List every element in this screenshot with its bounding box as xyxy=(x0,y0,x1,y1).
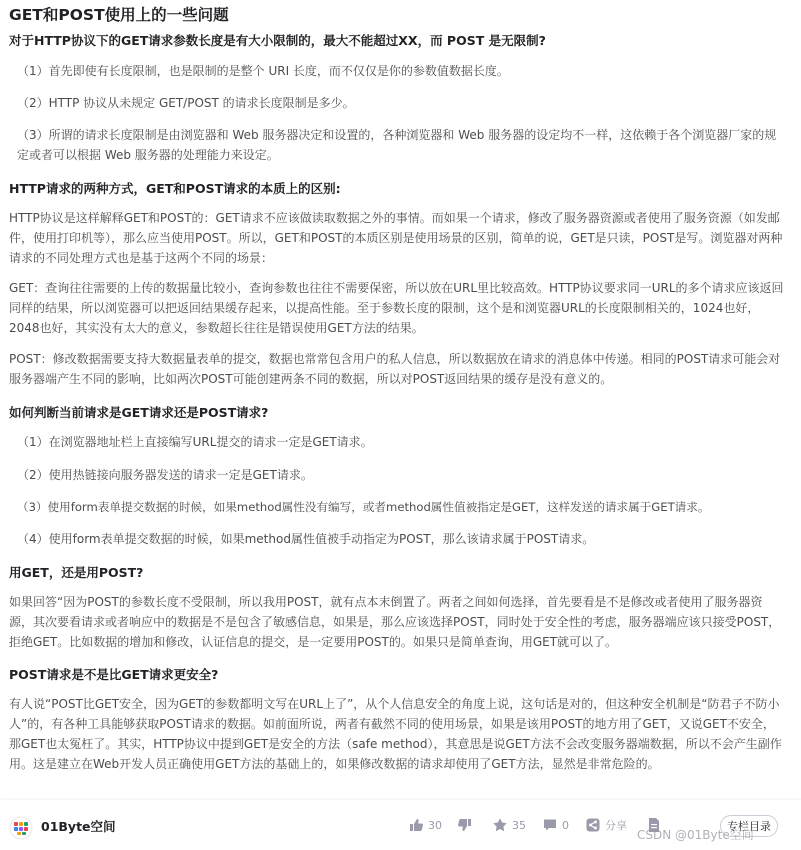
list-item: （3）使用form表单提交数据的时候，如果method属性没有编写，或者method属性值被指定是GET，这样发送的请求属于GET请求。 xyxy=(17,500,710,514)
comment-count: 0 xyxy=(562,818,569,832)
thumbs-up-icon xyxy=(408,817,424,833)
section-heading-get-post-difference: HTTP请求的两种方式，GET和POST请求的本质上的区别: xyxy=(9,181,341,196)
list-item: （2）HTTP 协议从未规定 GET/POST 的请求长度限制是多少。 xyxy=(17,96,355,110)
avatar[interactable] xyxy=(9,816,33,840)
list-item: （1）在浏览器地址栏上直接编写URL提交的请求一定是GET请求。 xyxy=(17,435,373,449)
catalog-button[interactable]: 专栏目录 xyxy=(720,815,778,837)
share-button[interactable] xyxy=(585,817,627,833)
like-count: 30 xyxy=(428,818,442,832)
favorite-button[interactable] xyxy=(492,817,526,833)
section-heading-get-or-post: 用GET，还是用POST? xyxy=(9,565,144,580)
share-icon xyxy=(585,817,601,833)
favorite-count: 35 xyxy=(512,818,526,832)
paragraph: HTTP协议是这样解释GET和POST的：GET请求不应该做读取数据之外的事情。而如果一个请求，修改了服务器资源或者使用了服务资源（如发邮件，使用打印机等），那么应当使用POST。所以，GET和POST的本质区别是使用场景的区别，简单的说，GET是只读，POST是写。浏览器对两种请求的不同处理方式也是基于这两个不同的场景： xyxy=(9,211,783,265)
list-item: （2）使用热链接向服务器发送的请求一定是GET请求。 xyxy=(17,468,313,482)
author-name[interactable]: 01Byte空间 xyxy=(41,819,116,834)
list-item: （3）所谓的请求长度限制是由浏览器和 Web 服务器决定和设置的，各种浏览器和 Web 服务器的设定均不一样，这依赖于各个浏览器厂家的规定或者可以根据 Web 服务器的处理能力来设定。 xyxy=(17,128,777,162)
star-icon xyxy=(492,817,508,833)
thumbs-down-icon xyxy=(457,817,473,833)
watermark: CSDN @01Byte空间 xyxy=(637,828,754,842)
paragraph: GET：查询往往需要的上传的数据量比较小，查询参数也往往不需要保密，所以放在URL里比较高效。HTTP协议要求同一URL的多个请求应该返回同样的结果，所以浏览器可以把返回结果缓存起来，以提高性能。至于参数长度的限制，这个是和浏览器URL的长度限制相关的，1024也好，2048也好，其实没有太大的意义，参数超长往往是错误使用GET方法的结果。 xyxy=(9,281,784,335)
like-button[interactable] xyxy=(408,817,442,833)
comment-icon xyxy=(542,817,558,833)
paragraph: POST：修改数据需要支持大数据量表单的提交，数据也常常包含用户的私人信息，所以数据放在请求的消息体中传递。相同的POST请求可能会对服务器端产生不同的影响，比如两次POST可能创建两条不同的数据，所以对POST返回结果的缓存是没有意义的。 xyxy=(9,352,781,386)
section-heading-post-security: POST请求是不是比GET请求更安全? xyxy=(9,667,219,682)
page-title: GET和POST使用上的一些问题 xyxy=(9,6,229,24)
section-heading-identify-request: 如何判断当前请求是GET请求还是POST请求? xyxy=(9,405,269,420)
list-item: （4）使用form表单提交数据的时候，如果method属性值被手动指定为POST，那么该请求属于POST请求。 xyxy=(17,532,595,546)
list-item: （1）首先即使有长度限制，也是限制的是整个 URI 长度，而不仅仅是你的参数值数据长度。 xyxy=(17,64,509,78)
comment-button[interactable] xyxy=(542,817,569,833)
section-heading-length-limit: 对于HTTP协议下的GET请求参数长度是有大小限制的，最大不能超过XX，而 POST 是无限制? xyxy=(9,33,546,48)
paragraph: 如果回答“因为POST的参数长度不受限制，所以我用POST，就有点本末倒置了。两者之间如何选择，首先要看是不是修改或者使用了服务器资源，其次要看请求或者响应中的数据是不是包含了敏感信息，如果是，那么应该选择POST，同时处于安全性的考虑，服务器端应该只接受POST，拒绝GET。比如数据的增加和修改，认证信息的提交，是一定要用POST的。如果只是简单查询，用GET就可以了。 xyxy=(9,595,781,649)
share-label: 分享 xyxy=(605,819,627,832)
dislike-button[interactable] xyxy=(457,817,473,833)
paragraph: 有人说“POST比GET安全，因为GET的参数都明文写在URL上了”，从个人信息安全的角度上说，这句话是对的，但这种安全机制是“防君子不防小人”的，有各种工具能够获取POST请求的数据。如前面所说，两者有截然不同的使用场景，如果是该用POST的地方用了GET，又说GET不安全，那GET也太冤枉了。其实，HTTP协议中提到GET是安全的方法（safe method），其意思是说GET方法不会改变服务器端数据，所以不会产生副作用。这是建立在Web开发人员正确使用GET方法的基础上的，如果修改数据的请求却使用了GET方法，显然是非常危险的。 xyxy=(9,697,782,771)
